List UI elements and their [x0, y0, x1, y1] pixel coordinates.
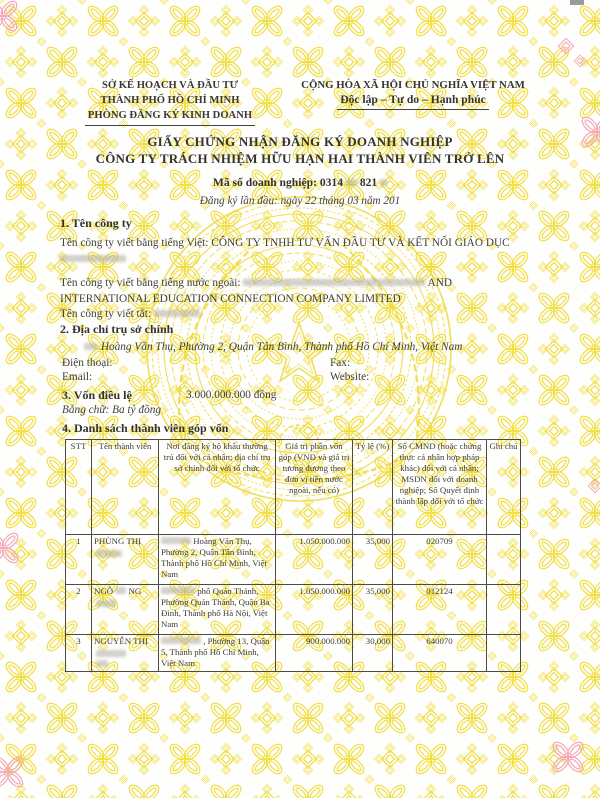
- row1-value: 1.050.000.000: [276, 535, 353, 585]
- company-name-foreign: [60, 276, 538, 307]
- redaction: [154, 310, 200, 317]
- section4-heading: 4. Danh sách thành viên góp vốn: [62, 421, 229, 435]
- national-title: CỘNG HÒA XÃ HỘI CHỦ NGHĨA VIỆT NAM: [301, 79, 525, 91]
- tax-code-label: Mã số doanh nghiệp: 0314: [212, 176, 344, 189]
- member-name: PHÙNG THỊ: [94, 536, 141, 546]
- table-header-row: [66, 440, 521, 535]
- row2-name: [92, 585, 159, 635]
- row3-id: 640070: [393, 635, 487, 672]
- national-motto-block: [282, 79, 544, 110]
- row1-id: 020709: [393, 535, 487, 585]
- member-name: NGUYỄN THỊ: [94, 636, 148, 646]
- issuer-line1: SỞ KẾ HOẠCH VÀ ĐẦU TƯ: [101, 80, 239, 91]
- row1-stt: 1: [66, 535, 92, 585]
- member-address: Hoàng Văn Thụ, Phường 2, Quận Tân Bình, Thành phố Hồ Chí Minh, Việt Nam: [161, 536, 267, 579]
- row3-value: 900.000.000: [276, 635, 353, 672]
- member-address: , Phường 13, Quận 5, Thành phố Hồ Chí Minh, Việt Nam: [161, 636, 270, 668]
- table-row: [66, 635, 521, 672]
- redaction: [161, 587, 195, 594]
- row1-name: [92, 535, 159, 585]
- table-row: [66, 535, 521, 585]
- col-header-id: Số CMND (hoặc chứng thực cá nhân hợp pháp khác) đối với cá nhân; MSDN đối với doanh nghiệp; Số Quyết định thành lập đối với tổ chức: [393, 440, 487, 535]
- col-header-address: Nơi đăng ký hộ khẩu thường trú đối với cá nhân; địa chỉ trụ sở chính đối với tổ chức: [159, 440, 276, 535]
- table-row: [66, 585, 521, 635]
- redaction: [161, 537, 191, 544]
- member-address: phố Quán Thánh, Phường Quán Thánh, Quận Ba Đình, Thành phố Hà Nội, Việt Nam: [161, 586, 270, 629]
- row2-ratio: 35,000: [353, 585, 393, 635]
- row3-note: [487, 635, 521, 672]
- section3-heading: 3. Vốn điều lệ: [62, 388, 132, 402]
- redaction: [60, 255, 126, 262]
- issuer-line3: PHÒNG ĐĂNG KÝ KINH DOANH: [87, 110, 253, 121]
- national-motto: Độc lập – Tự do – Hạnh phúc: [340, 93, 486, 106]
- row1-ratio: 35,000: [353, 535, 393, 585]
- tax-code-suffix: 821: [359, 176, 378, 189]
- section2-heading: 2. Địa chỉ trụ sở chính: [60, 322, 174, 336]
- charter-capital-in-words: Bằng chữ: Ba tỷ đồng: [62, 404, 162, 416]
- tax-code-line: [0, 176, 600, 189]
- vn-name-label: Tên công ty viết bằng tiếng Việt:: [60, 237, 209, 249]
- col-header-name: Tên thành viên: [92, 440, 159, 535]
- redaction: [84, 343, 98, 350]
- vn-name-value: CÔNG TY TNHH TƯ VẤN ĐẦU TƯ VÀ KẾT NỐI GIÁO DỤC: [211, 237, 510, 249]
- redaction: [161, 637, 201, 644]
- phone-label: Điện thoại:: [62, 357, 113, 369]
- col-header-value: Giá trị phần vốn góp (VNĐ và giá trị tương đương theo đơn vị tiền nước ngoài, nếu có): [276, 440, 353, 535]
- registration-date-line: Đăng ký lần đầu: ngày 22 tháng 03 năm 201: [199, 195, 401, 207]
- redaction: [96, 600, 116, 607]
- row2-stt: 2: [66, 585, 92, 635]
- col-header-stt: STT: [66, 440, 92, 535]
- redaction: [96, 650, 126, 657]
- address-text: Hoàng Văn Thụ, Phường 2, Quận Tân Bình, Thành phố Hồ Chí Minh, Việt Nam: [100, 341, 463, 353]
- row3-name: [92, 635, 159, 672]
- members-contribution-table: [65, 439, 521, 672]
- row3-address: [159, 635, 276, 672]
- foreign-name-label: Tên công ty viết bằng tiếng nước ngoài:: [60, 277, 241, 289]
- company-type-title: CÔNG TY TRÁCH NHIỆM HỮU HẠN HAI THÀNH VIÊN TRỞ LÊN: [95, 151, 505, 166]
- redaction: [96, 550, 122, 557]
- redaction: [96, 660, 108, 667]
- certificate-title: GIẤY CHỨNG NHẬN ĐĂNG KÝ DOANH NGHIỆP: [147, 134, 453, 149]
- row3-stt: 3: [66, 635, 92, 672]
- row1-address: [159, 535, 276, 585]
- fax-label: Fax:: [330, 357, 351, 369]
- col-header-ratio: Tỷ lệ (%): [353, 440, 393, 535]
- issuer-underline: [85, 125, 255, 126]
- redaction: [346, 179, 357, 186]
- section1-heading: 1. Tên công ty: [60, 216, 132, 230]
- row2-address: [159, 585, 276, 635]
- row2-note: [487, 585, 521, 635]
- row2-value: 1.050.000.000: [276, 585, 353, 635]
- issuer-line2: THÀNH PHỐ HỒ CHÍ MINH: [100, 95, 240, 106]
- email-label: Email:: [62, 371, 93, 383]
- company-name-vietnamese: [60, 236, 536, 267]
- redaction: [115, 587, 126, 594]
- foreign-name-value: AND INTERNATIONAL EDUCATION CONNECTION COMPANY LIMITED: [60, 277, 453, 305]
- issuing-authority-block: [56, 78, 284, 126]
- row3-ratio: 30,000: [353, 635, 393, 672]
- row2-id: 012124: [393, 585, 487, 635]
- redaction: [380, 179, 387, 186]
- member-name-suffix: NG: [128, 586, 142, 596]
- charter-capital-amount: 3.000.000.000 đồng: [186, 389, 277, 401]
- redaction: [243, 279, 425, 286]
- website-label: Website:: [330, 371, 370, 383]
- row1-note: [487, 535, 521, 585]
- col-header-note: Ghi chú: [487, 440, 521, 535]
- head-office-address: [84, 340, 564, 356]
- motto-underline: [337, 109, 489, 110]
- member-name: NGÔ: [94, 586, 114, 596]
- abbr-name-label: Tên công ty viết tắt:: [60, 308, 151, 320]
- company-name-abbreviated: [60, 307, 536, 323]
